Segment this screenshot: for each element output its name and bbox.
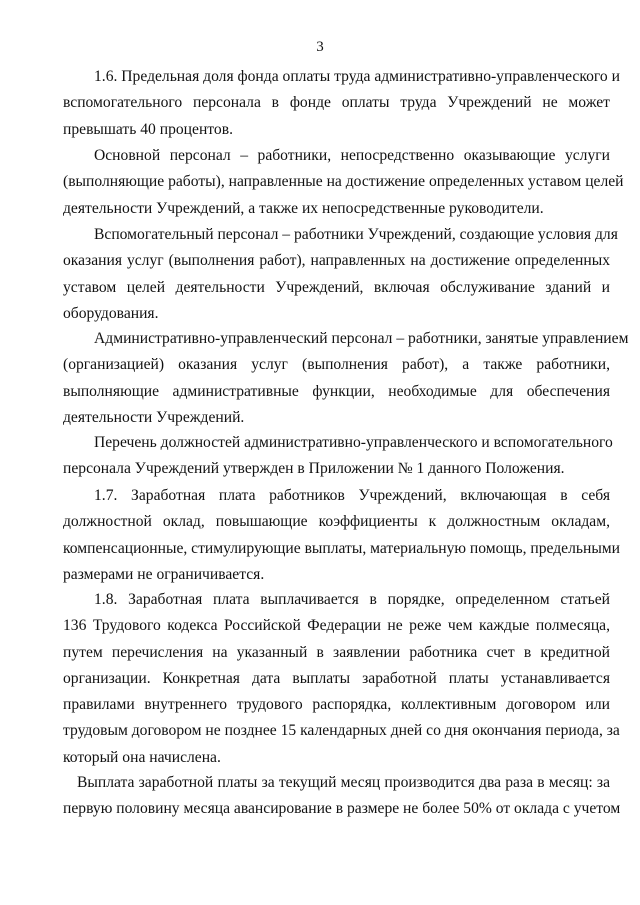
paragraph-line: размерами не ограничивается. xyxy=(63,565,265,583)
paragraph-salary-payment xyxy=(63,770,621,823)
paragraph-line: вспомогательного персонала в фонде оплаты труда Учреждений не может xyxy=(63,94,610,112)
paragraph-line: правилами внутреннего трудового распорядка, коллективным договором или xyxy=(63,696,610,714)
paragraph-line: 1.6. Предельная доля фонда оплаты труда административно-управленческого и xyxy=(94,68,620,85)
paragraph-line: 1.8. Заработная плата выплачивается в порядке, определенном статьей xyxy=(94,591,610,608)
paragraph-line: превышать 40 процентов. xyxy=(63,120,233,138)
paragraph-line: (выполняющие работы), направленные на достижение определенных уставом целей xyxy=(63,173,624,191)
paragraph-support-staff xyxy=(63,222,618,327)
paragraph-line: который она начислена. xyxy=(63,748,221,766)
paragraph-line: первую половину месяца авансирование в размере не более 50% от оклада с учетом xyxy=(63,800,621,818)
paragraph-admin-staff xyxy=(63,326,629,431)
paragraph-line: Вспомогательный персонал – работники Учреждений, создающие условия для xyxy=(94,226,618,243)
paragraph-line: Выплата заработной платы за текущий месяц производится два раза в месяц: за xyxy=(77,774,610,791)
paragraph-line: компенсационные, стимулирующие выплаты, материальную помощь, предельными xyxy=(63,539,621,557)
paragraph-line: путем перечисления на указанный в заявлении работника счет в кредитной xyxy=(63,643,610,661)
paragraph-1-7 xyxy=(63,483,621,588)
paragraph-1-8 xyxy=(63,587,620,771)
paragraph-line: Административно-управленческий персонал – работники, занятые управлением xyxy=(94,330,629,347)
paragraph-positions-list xyxy=(63,430,613,483)
paragraph-line: 136 Трудового кодекса Российской Федерации не реже чем каждые полмесяца, xyxy=(63,617,610,635)
paragraph-main-staff xyxy=(63,143,624,222)
paragraph-line: оборудования. xyxy=(63,304,159,322)
paragraph-line: деятельности Учреждений. xyxy=(63,408,245,426)
paragraph-line: персонала Учреждений утвержден в Приложении № 1 данного Положения. xyxy=(63,460,565,478)
paragraph-line: выполняющие административные функции, необходимые для обеспечения xyxy=(63,382,610,400)
paragraph-1-6 xyxy=(63,64,620,143)
paragraph-line: деятельности Учреждений, а также их непосредственные руководители. xyxy=(63,199,544,217)
paragraph-line: 1.7. Заработная плата работников Учреждений, включающая в себя xyxy=(94,487,610,504)
paragraph-line: Основной персонал – работники, непосредственно оказывающие услуги xyxy=(94,147,610,164)
paragraph-line: организации. Конкретная дата выплаты заработной платы устанавливается xyxy=(63,669,610,687)
page-number: 3 xyxy=(316,39,324,55)
paragraph-line: Перечень должностей административно-управленческого и вспомогательного xyxy=(94,434,613,451)
paragraph-line: (организацией) оказания услуг (выполнения работ), а также работники, xyxy=(63,356,610,374)
paragraph-line: уставом целей деятельности Учреждений, включая обслуживание зданий и xyxy=(63,278,610,296)
paragraph-line: трудовым договором не позднее 15 календарных дней со дня окончания периода, за xyxy=(63,722,620,740)
paragraph-line: должностной оклад, повышающие коэффициенты к должностным окладам, xyxy=(63,513,610,531)
paragraph-line: оказания услуг (выполнения работ), направленных на достижение определенных xyxy=(63,252,610,270)
